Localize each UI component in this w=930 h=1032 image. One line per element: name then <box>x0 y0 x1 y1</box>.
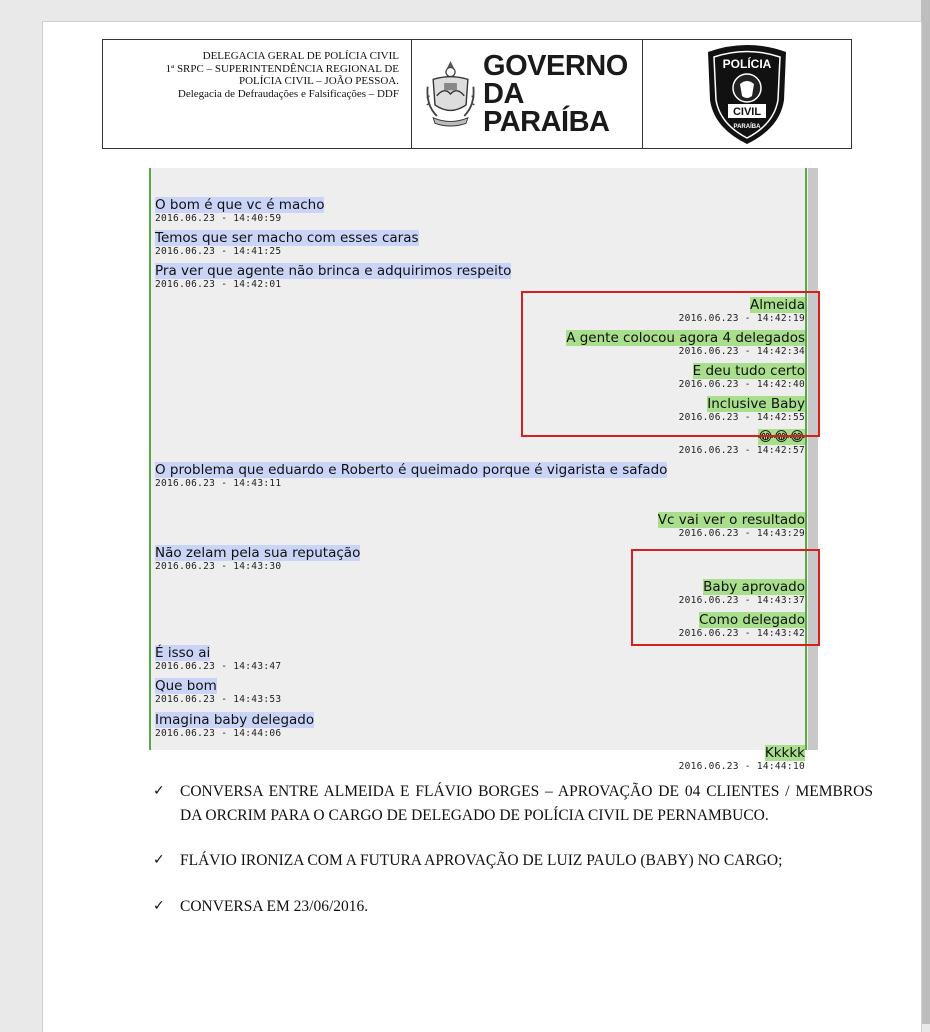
chat-message-timestamp: 2016.06.23 - 14:43:37 <box>678 595 805 606</box>
org-line: POLÍCIA CIVIL – JOÃO PESSOA. <box>238 75 399 87</box>
highlight-box-delegados <box>521 291 820 437</box>
coat-of-arms-icon <box>424 56 477 132</box>
chat-message-text: Baby aprovado <box>703 579 805 595</box>
letterhead-org-text <box>103 40 412 148</box>
chat-message-timestamp: 2016.06.23 - 14:42:01 <box>155 279 282 290</box>
chat-message-text: Kkkkk <box>764 745 805 761</box>
chat-message-timestamp: 2016.06.23 - 14:40:59 <box>155 213 282 224</box>
chat-message-incoming <box>155 542 360 572</box>
org-line: Delegacia de Defraudações e Falsificações – DDF <box>177 87 399 100</box>
finding-item <box>153 780 873 827</box>
chat-message-text: Pra ver que agente não brinca e adquirimos respeito <box>155 263 512 279</box>
letterhead <box>102 39 852 149</box>
chat-message-timestamp: 2016.06.23 - 14:43:11 <box>155 478 282 489</box>
chat-message-timestamp: 2016.06.23 - 14:44:06 <box>155 728 282 739</box>
chat-message-incoming <box>155 227 419 257</box>
check-icon: ✓ <box>153 783 165 799</box>
chat-message-text: É isso ai <box>155 645 211 661</box>
badge-mid-text: CIVIL <box>732 106 762 118</box>
chat-message-incoming <box>155 642 281 672</box>
chat-message-text: Inclusive Baby <box>707 396 805 412</box>
chat-message-timestamp: 2016.06.23 - 14:43:29 <box>678 528 805 539</box>
chat-message-incoming <box>155 709 314 739</box>
chat-message-timestamp: 2016.06.23 - 14:42:19 <box>678 313 805 324</box>
document-page <box>42 21 922 1032</box>
chat-message-timestamp: 2016.06.23 - 14:43:30 <box>155 561 282 572</box>
check-icon: ✓ <box>153 897 165 914</box>
highlight-box-baby-aprovado <box>631 549 820 646</box>
chat-message-text: Imagina baby delegado <box>155 712 315 728</box>
chat-scrollbar <box>808 168 818 750</box>
chat-message-text: Temos que ser macho com esses caras <box>155 230 419 246</box>
check-icon: ✓ <box>153 852 165 868</box>
policia-civil-badge <box>643 40 851 148</box>
governo-wordmark: GOVERNO DA PARAÍBA <box>483 50 628 138</box>
chat-message-text: O bom é que vc é macho <box>155 197 325 213</box>
chat-message-text: Não zelam pela sua reputação <box>155 545 361 561</box>
findings-list <box>153 780 873 940</box>
chat-message-text: 😂😂😂 <box>757 429 805 445</box>
chat-message-text: Almeida <box>749 297 805 313</box>
org-line: 1ª SRPC – SUPERINTENDÊNCIA REGIONAL DE <box>165 62 399 75</box>
governo-logo <box>412 40 643 148</box>
badge-bottom-text: PARAÍBA <box>733 124 761 130</box>
finding-text: CONVERSA ENTRE ALMEIDA E FLÁVIO BORGES – APROVAÇÃO DE 04 CLIENTES / MEMBROS DA ORCRIM PARA O CARGO DE DELEGADO DE POLÍCIA CIVIL DE PERNAMBUCO. <box>180 783 873 824</box>
chat-message-text: Como delegado <box>699 612 805 628</box>
chat-screenshot <box>149 168 813 772</box>
chat-message-timestamp: 2016.06.23 - 14:42:57 <box>678 445 805 456</box>
badge-top-text: POLÍCIA <box>722 57 772 71</box>
finding-item <box>153 895 873 919</box>
chat-message-text: Vc vai ver o resultado <box>657 512 805 528</box>
chat-message-timestamp: 2016.06.23 - 14:42:55 <box>678 412 805 423</box>
org-line: DELEGACIA GERAL DE POLÍCIA CIVIL <box>202 50 399 62</box>
finding-item <box>153 849 873 873</box>
chat-message-text: A gente colocou agora 4 delegados <box>566 330 805 346</box>
finding-text: CONVERSA EM 23/06/2016. <box>180 897 369 915</box>
chat-message-outgoing <box>679 742 805 772</box>
chat-message-timestamp: 2016.06.23 - 14:43:47 <box>155 661 282 672</box>
chat-message-timestamp: 2016.06.23 - 14:43:53 <box>155 694 282 705</box>
chat-message-text: E deu tudo certo <box>692 363 805 379</box>
chat-message-text: Que bom <box>155 678 217 694</box>
chat-message-text: O problema que eduardo e Roberto é queimado porque é vigarista e safado <box>155 462 668 478</box>
chat-message-timestamp: 2016.06.23 - 14:42:34 <box>678 346 805 357</box>
police-badge-icon <box>700 42 794 146</box>
finding-text: FLÁVIO IRONIZA COM A FUTURA APROVAÇÃO DE LUIZ PAULO (BABY) NO CARGO; <box>180 852 783 869</box>
chat-message-outgoing <box>658 509 805 539</box>
viewer-scrollbar[interactable] <box>921 0 930 1024</box>
chat-message-timestamp: 2016.06.23 - 14:42:40 <box>678 379 805 390</box>
chat-message-incoming <box>155 675 281 705</box>
chat-message-incoming <box>155 194 324 224</box>
chat-message-timestamp: 2016.06.23 - 14:41:25 <box>155 246 282 257</box>
chat-message-incoming <box>155 260 511 290</box>
chat-message-incoming <box>155 459 675 489</box>
chat-message-timestamp: 2016.06.23 - 14:44:10 <box>678 761 805 772</box>
chat-right-border <box>805 168 807 750</box>
chat-message-timestamp: 2016.06.23 - 14:43:42 <box>678 628 805 639</box>
